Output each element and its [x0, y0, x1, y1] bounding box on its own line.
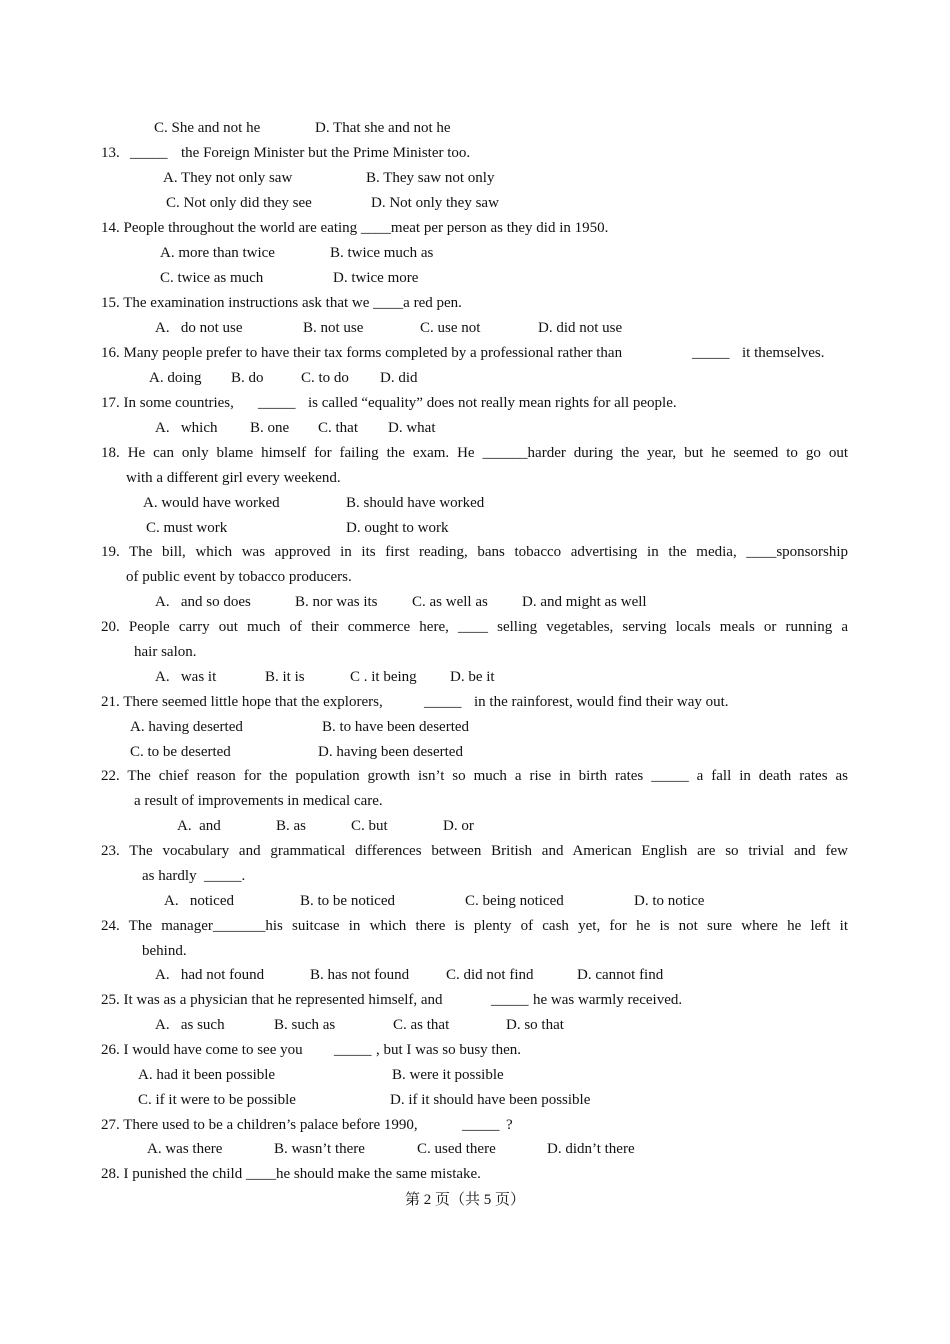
option-21c: C. to be deserted: [130, 744, 231, 760]
option-20a: A. was it: [155, 669, 217, 685]
option-15c: C. use not: [420, 320, 481, 336]
question-23-line2: as hardly: [142, 868, 197, 884]
option-22a: A. and: [177, 818, 221, 834]
option-22d: D. or: [443, 818, 474, 834]
question-17-text: 17. In some countries,: [101, 395, 234, 411]
option-26d: D. if it should have been possible: [390, 1092, 591, 1108]
option-24b: B. has not found: [310, 967, 410, 983]
question-25-text: 25. It was as a physician that he represented himself, and: [101, 992, 443, 1008]
page-footer: 第 2 页（共 5 页）: [404, 1192, 525, 1208]
option-17a: A. which: [155, 420, 218, 436]
option-27a: A. was there: [147, 1141, 223, 1157]
option-26c: C. if it were to be possible: [138, 1092, 296, 1108]
option-20d: D. be it: [450, 669, 495, 685]
question-20-line2: hair salon.: [134, 644, 197, 660]
option-25c: C. as that: [393, 1017, 450, 1033]
option-16c: C. to do: [301, 370, 349, 386]
option-19d: D. and might as well: [522, 594, 647, 610]
option-13c: C. Not only did they see: [166, 195, 312, 211]
option-24c: C. did not find: [446, 967, 534, 983]
question-19-line1: 19. The bill, which was approved in its first reading, bans tobacco advertising in the media, ____sponsorship: [101, 544, 848, 560]
question-21-blank: _____: [424, 694, 462, 710]
question-27-text: 27. There used to be a children’s palace before 1990,: [101, 1117, 418, 1133]
option-19c: C. as well as: [412, 594, 488, 610]
option-14c: C. twice as much: [160, 270, 264, 286]
option-16a: A. doing: [149, 370, 202, 386]
question-17-text-end: is called “equality” does not really mean rights for all people.: [308, 395, 677, 411]
option-20b: B. it is: [265, 669, 305, 685]
option-13a: A. They not only saw: [163, 170, 293, 186]
question-23-line1: 23. The vocabulary and grammatical differences between British and American English are so trivial and few: [101, 843, 848, 859]
option-12d: D. That she and not he: [315, 120, 451, 136]
option-18d: D. ought to work: [346, 520, 449, 536]
option-18b: B. should have worked: [346, 495, 485, 511]
question-22-line1: 22. The chief reason for the population growth isn’t so much a rise in birth rates _____ a fall in death rates as: [101, 768, 848, 784]
option-17d: D. what: [388, 420, 436, 436]
option-25d: D. so that: [506, 1017, 564, 1033]
option-27d: D. didn’t there: [547, 1141, 635, 1157]
option-27c: C. used there: [417, 1141, 496, 1157]
question-18-line2: with a different girl every weekend.: [126, 470, 341, 486]
option-19b: B. nor was its: [295, 594, 378, 610]
question-21-text: 21. There seemed little hope that the explorers,: [101, 694, 383, 710]
option-23c: C. being noticed: [465, 893, 564, 909]
option-13d: D. Not only they saw: [371, 195, 499, 211]
question-17-blank: _____: [258, 395, 296, 411]
option-24d: D. cannot find: [577, 967, 664, 983]
question-15: 15. The examination instructions ask that we ____a red pen.: [101, 295, 462, 311]
option-18c: C. must work: [146, 520, 228, 536]
option-18a: A. would have worked: [143, 495, 280, 511]
option-21b: B. to have been deserted: [322, 719, 470, 735]
option-23d: D. to notice: [634, 893, 705, 909]
option-22c: C. but: [351, 818, 388, 834]
option-15d: D. did not use: [538, 320, 623, 336]
question-13-blank: _____: [130, 145, 168, 161]
option-25b: B. such as: [274, 1017, 336, 1033]
question-26-text-end: , but I was so busy then.: [376, 1042, 521, 1058]
option-15b: B. not use: [303, 320, 364, 336]
question-21-text-end: in the rainforest, would find their way out.: [474, 694, 729, 710]
question-16-text-end: it themselves.: [742, 345, 825, 361]
question-25-blank: _____: [491, 992, 529, 1008]
question-13-text: the Foreign Minister but the Prime Minister too.: [181, 145, 471, 161]
option-16b: B. do: [231, 370, 264, 386]
option-25a: A. as such: [155, 1017, 225, 1033]
option-23b: B. to be noticed: [300, 893, 395, 909]
option-21d: D. having been deserted: [318, 744, 463, 760]
question-24-line2: behind.: [142, 943, 187, 959]
option-14a: A. more than twice: [160, 245, 275, 261]
option-14d: D. twice more: [333, 270, 419, 286]
question-14: 14. People throughout the world are eating ____meat per person as they did in 1950.: [101, 220, 609, 236]
question-22-line2: a result of improvements in medical care.: [134, 793, 383, 809]
option-17c: C. that: [318, 420, 358, 436]
option-12c: C. She and not he: [154, 120, 261, 136]
option-17b: B. one: [250, 420, 290, 436]
question-27-blank: _____: [462, 1117, 500, 1133]
option-26a: A. had it been possible: [138, 1067, 276, 1083]
question-26-text: 26. I would have come to see you: [101, 1042, 303, 1058]
option-23a: A. noticed: [164, 893, 234, 909]
option-19a: A. and so does: [155, 594, 251, 610]
option-24a: A. had not found: [155, 967, 265, 983]
option-20c: C . it being: [350, 669, 417, 685]
question-20-line1: 20. People carry out much of their commerce here, ____ selling vegetables, serving locals meals or running a: [101, 619, 848, 635]
question-16-blank: _____: [692, 345, 730, 361]
question-28: 28. I punished the child ____he should make the same mistake.: [101, 1166, 481, 1182]
question-24-line1: 24. The manager_______his suitcase in which there is plenty of cash yet, for he is not sure where he left it: [101, 918, 848, 934]
option-16d: D. did: [380, 370, 418, 386]
option-14b: B. twice much as: [330, 245, 434, 261]
question-13-number: 13.: [101, 145, 120, 161]
option-27b: B. wasn’t there: [274, 1141, 365, 1157]
option-15a: A. do not use: [155, 320, 243, 336]
question-25-text-end: he was warmly received.: [533, 992, 683, 1008]
option-13b: B. They saw not only: [366, 170, 495, 186]
option-21a: A. having deserted: [130, 719, 243, 735]
option-22b: B. as: [276, 818, 306, 834]
question-26-blank: _____: [334, 1042, 372, 1058]
option-26b: B. were it possible: [392, 1067, 504, 1083]
question-19-line2: of public event by tobacco producers.: [126, 569, 352, 585]
question-23-blank: _____.: [204, 868, 246, 884]
question-27-text-end: ?: [506, 1117, 513, 1133]
question-16-text: 16. Many people prefer to have their tax forms completed by a professional rather than: [101, 345, 623, 361]
question-18-line1: 18. He can only blame himself for failing the exam. He ______harder during the year, but he seemed to go out: [101, 445, 848, 461]
